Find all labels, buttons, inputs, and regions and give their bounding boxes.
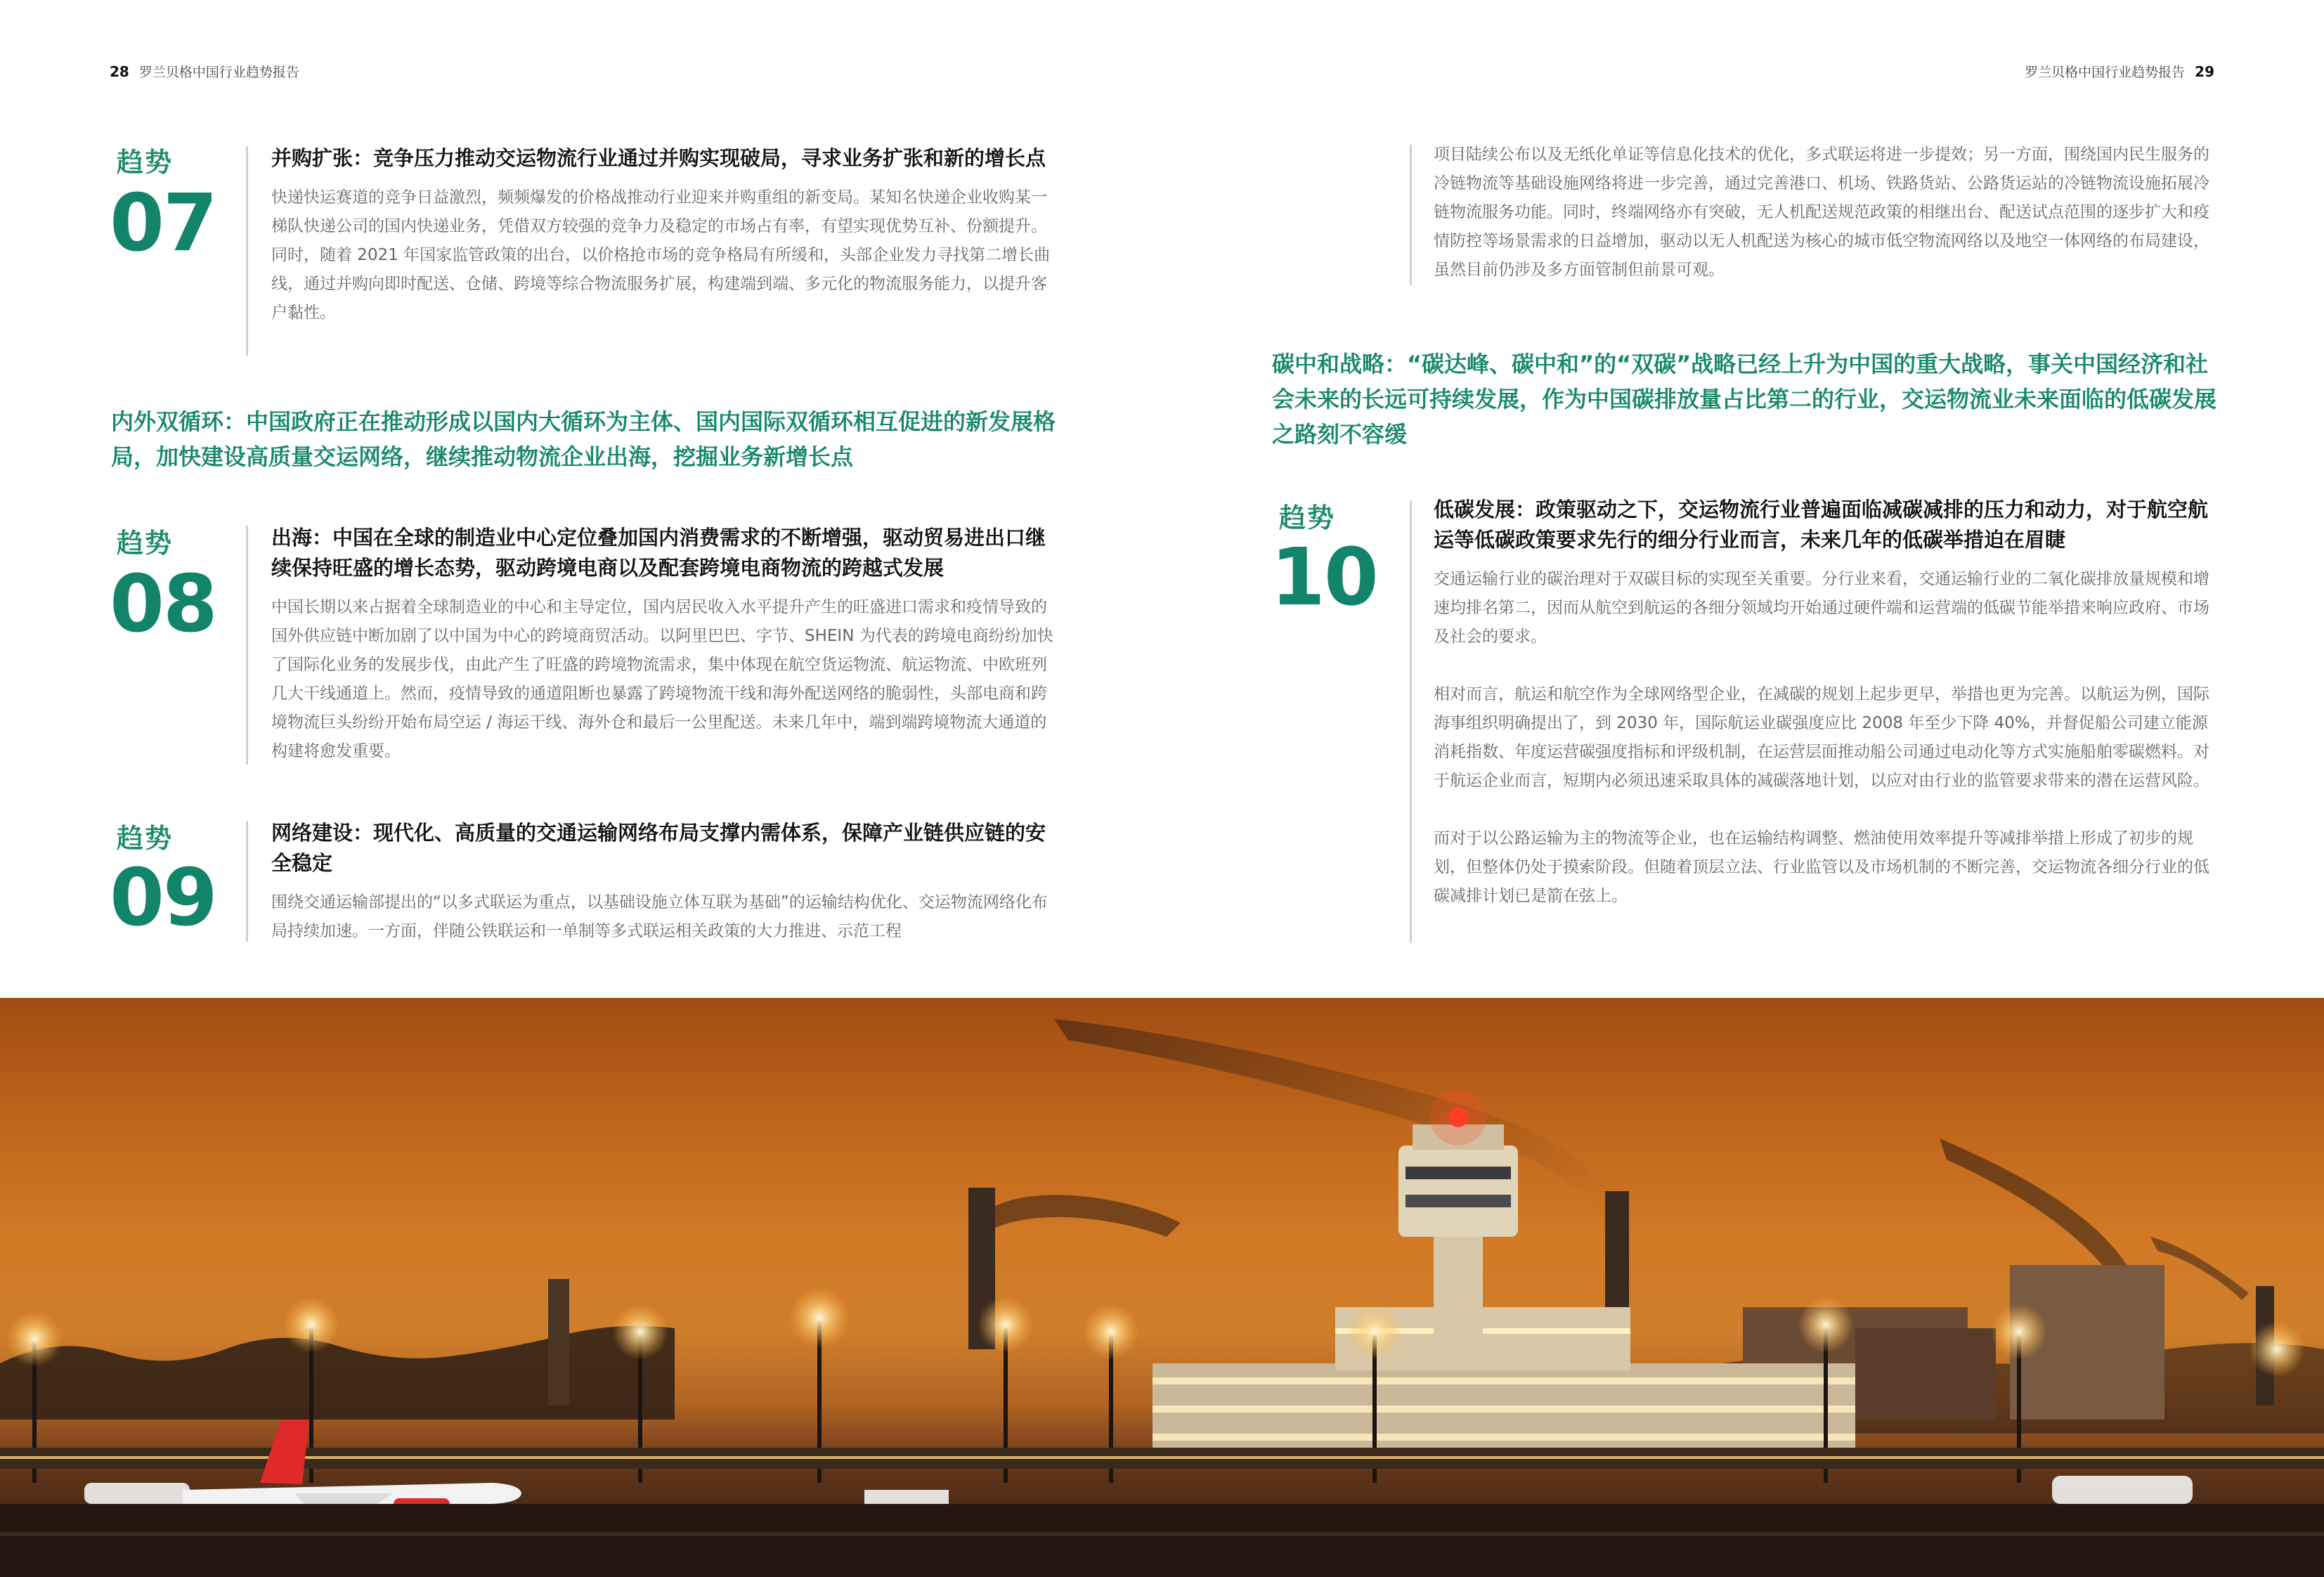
trend-10-paragraph-1: 交通运输行业的碳治理对于双碳目标的实现至关重要。分行业来看，交通运输行业的二氧化碳排放量规模和增速均排名第二，因而从航空到航运的各细分领域均开始通过硬件端和运营端的低碳节能举措来响应政府、市场及社会的要求。	[1434, 570, 2209, 646]
trend-08-divider	[246, 526, 248, 765]
trend-08-heading: 出海：中国在全球的制造业中心定位叠加国内消费需求的不断增强，驱动贸易进出口继续保持旺盛的增长态势，驱动跨境电商以及配套跨境电商物流的跨越式发展	[271, 526, 1046, 580]
trend-09-label: 趋势	[117, 823, 174, 854]
trend-10-heading: 低碳发展：政策驱动之下，交运物流行业普遍面临减碳减排的压力和动力，对于航空航运等低碳政策要求先行的细分行业而言，未来几年的低碳举措迫在眉睫	[1434, 498, 2209, 552]
right-report-title: 罗兰贝格中国行业趋势报告	[2025, 65, 2186, 80]
trend-10-paragraph-2: 相对而言，航运和航空作为全球网络型企业，在减碳的规划上起步更早，举措也更为完善。以航运为例，国际海事组织明确提出了，到 2030 年，国际航运业碳强度应比 2008 年至少下降 40%，并督促船公司建立能源消耗指数、年度运营碳强度指标和评级机制，在运营层面推动船公司通过电动化等方式实施船舶零碳燃料。对于航运企业而言，短期内必须迅速采取具体的减碳落地计划，以应对由行业的监管要求带来的潜在运营风险。	[1434, 685, 2209, 790]
trend-07-heading: 并购扩张：竞争压力推动交运物流行业通过并购实现破局，寻求业务扩张和新的增长点	[271, 146, 1046, 170]
trend-08-number: 08	[110, 559, 216, 650]
trend-07-number: 07	[110, 178, 216, 269]
trend-07-divider	[246, 146, 248, 356]
left-page-header	[110, 62, 299, 81]
continuation-divider	[1410, 145, 1412, 285]
left-report-title: 罗兰贝格中国行业趋势报告	[138, 65, 299, 80]
trend-10-divider	[1410, 500, 1412, 943]
trend-07-label: 趋势	[117, 147, 174, 178]
continuation-block	[1434, 141, 2221, 285]
trend-09-divider	[246, 821, 248, 942]
dual-circulation-heading: 内外双循环：中国政府正在推动形成以国内大循环为主体、国内国际双循环相互促进的新发展格局，加快建设高质量交运网络，继续推动物流企业出海，挖掘业务新增长点	[111, 408, 1056, 470]
trend-08-label: 趋势	[117, 528, 174, 559]
carbon-strategy-heading: 碳中和战略：“碳达峰、碳中和”的“双碳”战略已经上升为中国的重大战略，事关中国经济和社会未来的长远可持续发展，作为中国碳排放量占比第二的行业，交运物流业未来面临的低碳发展之路刻不容缓	[1272, 351, 2217, 448]
trend-08-body: 中国长期以来占据着全球制造业的中心和主导定位，国内居民收入水平提升产生的旺盛进口需求和疫情导致的国外供应链中断加剧了以中国为中心的跨境商贸活动。以阿里巴巴、字节、SHEIN 为代表的跨境电商纷纷加快了国际化业务的发展步伐，由此产生了旺盛的跨境物流需求，集中体现在航空货运物流、航运物流、中欧班列几大干线通道上。然而，疫情导致的通道阻断也暴露了跨境物流干线和海外配送网络的脆弱性，头部电商和跨境物流巨头纷纷开始布局空运 / 海运干线、海外仓和最后一公里配送。未来几年中，端到端跨境物流大通道的构建将愈发重要。	[271, 598, 1053, 760]
airport-scene-illustration	[0, 998, 2324, 1577]
trend-08-block	[271, 523, 1058, 766]
trend-09-heading: 网络建设：现代化、高质量的交通运输网络布局支撑内需体系，保障产业链供应链的安全稳定	[271, 821, 1046, 875]
continuation-paragraph: 项目陆续公布以及无纸化单证等信息化技术的优化，多式联运将进一步提效；另一方面，围绕国内民生服务的冷链物流等基础设施网络将进一步完善，通过完善港口、机场、铁路货站、公路货运站的冷链物流设施拓展冷链物流服务功能。同时，终端网络亦有突破，无人机配送规范政策的相继出台、配送试点范围的逐步扩大和疫情防控等场景需求的日益增加，驱动以无人机配送为核心的城市低空物流网络以及地空一体网络的布局建设，虽然目前仍涉及多方面管制但前景可观。	[1434, 145, 2209, 279]
trend-10-label: 趋势	[1279, 502, 1336, 533]
left-page-number: 28	[110, 63, 129, 80]
trend-07-body: 快递快运赛道的竞争日益激烈，频频爆发的价格战推动行业迎来并购重组的新变局。某知名快递企业收购某一梯队快递公司的国内快递业务，凭借双方较强的竞争力及稳定的市场占有率，有望实现优势互补、份额提升。同时，随着 2021 年国家监管政策的出台，以价格抢市场的竞争格局有所缓和，头部企业发力寻找第二增长曲线，通过并购向即时配送、仓储、跨境等综合物流服务扩展，构建端到端、多元化的物流服务能力，以提升客户黏性。	[271, 188, 1051, 322]
right-page-number: 29	[2195, 63, 2214, 80]
trend-09-body: 围绕交通运输部提出的“以多式联运为重点，以基础设施立体互联为基础”的运输结构优化、交运物流网络化布局持续加速。一方面，伴随公铁联运和一单制等多式联运相关政策的大力推进、示范工程	[271, 893, 1048, 940]
trend-07-block	[271, 143, 1058, 327]
trend-09-block	[271, 818, 1058, 946]
trend-09-number: 09	[110, 852, 216, 944]
right-page-header	[2025, 62, 2214, 81]
airport-dusk-photo	[0, 998, 2324, 1577]
trend-10-block	[1434, 495, 2221, 911]
trend-10-number: 10	[1271, 532, 1377, 623]
trend-10-paragraph-3: 而对于以公路运输为主的物流等企业，也在运输结构调整、燃油使用效率提升等减排举措上形成了初步的规划，但整体仍处于摸索阶段。但随着顶层立法、行业监管以及市场机制的不断完善，交运物流各细分行业的低碳减排计划已是箭在弦上。	[1434, 829, 2209, 905]
